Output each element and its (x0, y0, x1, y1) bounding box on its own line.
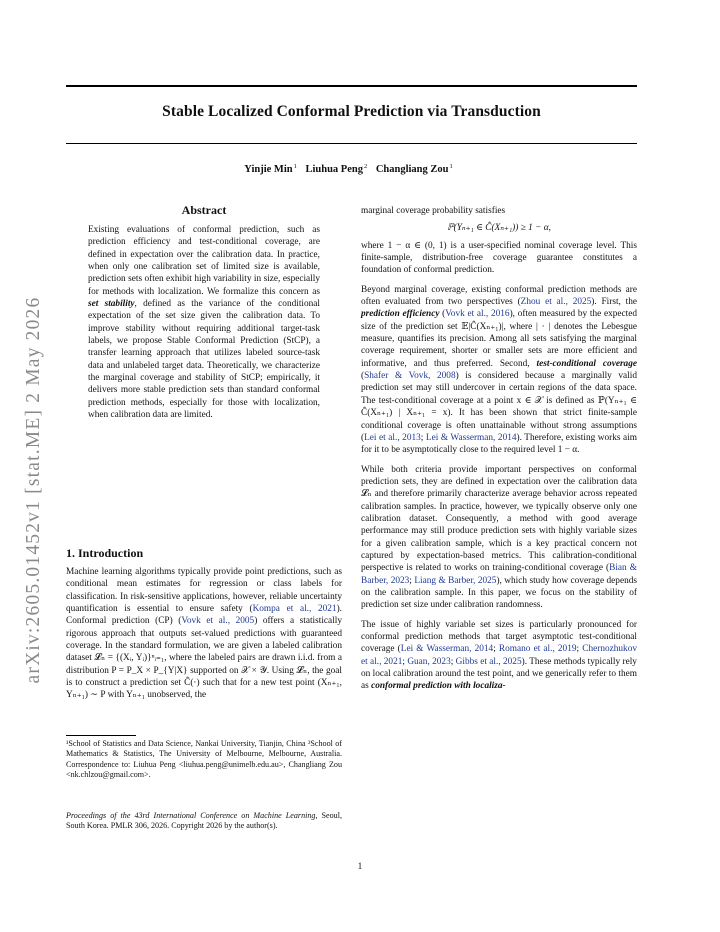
body-text: ), often measured by the expected size of the prediction set 𝔼|Ĉ(Xₙ₊₁)|, where | · | denotes the Lebesgue measure, quantifies its precision. Among all sets satisfying the marginal coverage requirement, shorter or smaller sets are more efficient and informative, and thus preferred. Second, (361, 309, 637, 369)
citation-link[interactable]: Liang & Barber, 2025 (414, 575, 497, 586)
emphasis-term: test-conditional coverage (536, 358, 637, 369)
body-paragraph (361, 284, 637, 457)
citation-link[interactable]: Bian & Barber, 2023 (361, 563, 637, 586)
citation-link[interactable]: Vovk et al., 2016 (445, 309, 510, 320)
citation-link[interactable]: Lei et al., 2013 (364, 432, 421, 443)
affiliation-mark: 2 (363, 163, 368, 170)
page-number: 1 (357, 862, 363, 872)
affiliation-mark: 1 (293, 163, 297, 170)
abstract-heading: Abstract (181, 203, 227, 217)
title-bottom-rule (66, 143, 637, 144)
body-text: ; (409, 575, 415, 586)
body-text: ; (493, 644, 499, 655)
abstract-emphasis: set stability (88, 299, 135, 310)
proceedings-note (66, 811, 342, 832)
proceedings-venue: Proceedings of the 43rd International Conference on Machine Learning (66, 811, 316, 820)
right-column (361, 205, 637, 700)
affiliation-mark: 1 (449, 163, 453, 170)
body-text: ; (576, 644, 583, 655)
body-paragraph (361, 464, 637, 612)
citation-link[interactable]: Lei & Wasserman, 2014 (400, 644, 494, 655)
footnote-rule (66, 735, 136, 736)
intro-paragraph (66, 566, 342, 702)
proceedings-rest: , Seoul, South Korea. PMLR 306, 2026. Copyright 2026 by the author(s). (66, 811, 342, 831)
abstract-text: , defined as the variance of the conditional expectation of the set size given the calibration data. To improve stability without requiring additional target-task labels, we propose Stable Conformal Prediction (StCP), a transfer learning approach that utilizes labeled source-task data and unlabeled target data. Theoretically, we characterize the marginal coverage and stability of StCP; empirically, it delivers more stable prediction sets than standard conformal prediction methods, especially for those with localization, when calibration data are limited. (88, 299, 321, 421)
citation-link[interactable]: Lei & Wasserman, 2014 (425, 432, 517, 443)
emphasis-term: conformal prediction with localiza- (371, 681, 506, 692)
body-text: ). Conformal prediction (CP) ( (66, 604, 342, 627)
body-text: The issue of highly variable set sizes is particularly pronounced for conformal prediction methods that target asymptotic test-conditional coverage ( (361, 619, 637, 655)
body-text: ). Therefore, existing works aim for it to be asymptotically close to the required level 1 − α. (361, 432, 637, 456)
body-text: Machine learning algorithms typically provide point predictions, such as conditional mean estimates for regression or class labels for classification. In risk-sensitive applications, however, reliable uncertainty quantification is essential to ensure safety ( (66, 567, 342, 615)
citation-link[interactable]: Zhou et al., 2025 (520, 297, 592, 308)
body-text: ). These methods typically rely on local calibration around the test point, and we generically refer to them as (361, 656, 637, 692)
top-rule (66, 85, 637, 87)
coverage-equation: ℙ(Yₙ₊₁ ∈ Ĉ(Xₙ₊₁)) ≥ 1 − α, (447, 223, 551, 234)
abstract-body (88, 224, 320, 422)
citation-link[interactable]: Guan, 2023 (407, 656, 451, 667)
body-text: ), which study how coverage depends on the calibration sample. In this paper, we focus on the stability of prediction set size under calibration randomness. (361, 575, 637, 611)
arxiv-stamp: arXiv:2605.01452v1 [stat.ME] 2 May 2026 (23, 296, 44, 684)
body-paragraph (361, 619, 637, 693)
citation-link[interactable]: Kompa et al., 2021 (252, 604, 337, 615)
body-text: marginal coverage probability satisfies (361, 206, 506, 216)
citation-link[interactable]: Gibbs et al., 2025 (455, 656, 522, 667)
section-heading: 1. Introduction (66, 546, 144, 560)
body-text: ; (402, 656, 408, 667)
citation-link[interactable]: Romano et al., 2019 (498, 644, 577, 655)
citation-link[interactable]: Chernozhukov et al., 2021 (361, 644, 637, 667)
author-name: Changliang Zou (375, 164, 449, 175)
author-name: Yinjie Min (244, 164, 293, 175)
author-name: Liuhua Peng (305, 164, 363, 175)
body-text: ) is considered because a marginally valid prediction set may still undercover in certain regions of the data space. The test-conditional coverage at a point x ∈ 𝒳 is defined as ℙ(Yₙ₊₁ ∈ Ĉ(Xₙ₊₁) | Xₙ₊₁ = x). It has been shown that strict finite-sample conditional coverage is often unattainable without strong assumptions ( (361, 371, 637, 443)
body-text: Beyond marginal coverage, existing conformal prediction methods are often evaluated from two perspectives ( (361, 284, 637, 308)
abstract-text: Existing evaluations of conformal prediction, such as prediction efficiency and test-conditional coverage, are defined in expectation over the calibration data. In practice, when only one calibration set of limited size is available, prediction sets often exhibit high variability in size, especially for methods with localization. We formalize this concern as (88, 225, 320, 297)
emphasis-term: prediction efficiency (361, 309, 440, 320)
body-text: ; (450, 656, 456, 667)
body-text: ) offers a statistically rigorous approach that outputs set-valued predictions with guaranteed coverage. In the standard formulation, we are given a labeled calibration dataset 𝓛ₙ = {(Xᵢ, Yᵢ)}ⁿᵢ₌₁, where the labeled pairs are drawn i.i.d. from a distribution P = P_X × P_{Y|X} supported on 𝒳 × 𝒴. Using 𝓛ₙ, the goal is to construct a prediction set Ĉ(·) such that for a new test point (Xₙ₊₁, Yₙ₊₁) ∼ P with Yₙ₊₁ unobserved, the (66, 616, 342, 701)
body-text: ( (361, 371, 365, 382)
body-text: ; (420, 432, 426, 443)
body-text: ). First, the (591, 297, 638, 308)
author-list (66, 163, 637, 175)
body-text: where 1 − α ∈ (0, 1) is a user-specified nominal coverage level. This finite-sample, distribution-free coverage guarantee constitutes a foundation of conformal prediction. (361, 240, 637, 276)
affiliation-footnote: ¹School of Statistics and Data Science, Nankai University, Tianjin, China ²School of Mathematics & Statistics, The University of Melbourne, Melbourne, Australia. Correspondence to: Liuhua Peng <liuhua.peng@unimelb.edu.au>, Changliang Zou <nk.chlzou@gmail.com>. (66, 739, 342, 780)
body-text: ( (439, 309, 446, 320)
citation-link[interactable]: Vovk et al., 2005 (181, 616, 255, 627)
paper-title: Stable Localized Conformal Prediction via Transduction (162, 103, 541, 120)
body-text: While both criteria provide important perspectives on conformal prediction sets, they are defined in expectation over the calibration data 𝓛ₙ and therefore primarily characterize average behavior across repeated calibration samples. In practice, however, we typically observe only one calibration dataset. Consequently, a method with good average performance may still produce prediction sets with highly variable sizes for a given calibration sample, which is a key practical concern not captured by expectation-based metrics. This calibration-conditional perspective is related to works on training-conditional coverage ( (361, 464, 637, 574)
citation-link[interactable]: Shafer & Vovk, 2008 (364, 371, 456, 382)
